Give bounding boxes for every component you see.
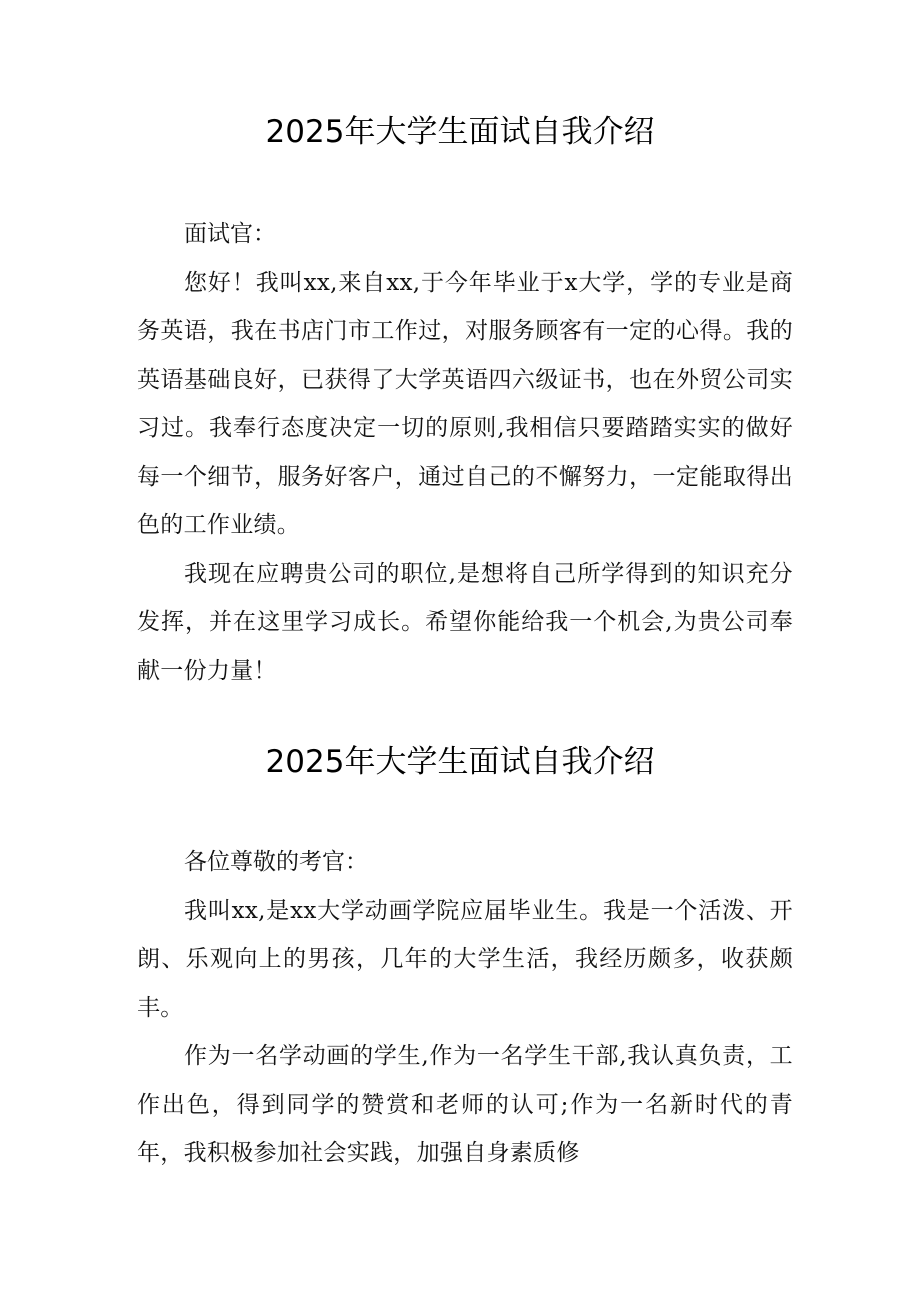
document-title: 2025年大学生面试自我介绍 <box>265 744 655 780</box>
body-paragraph: 您好！我叫xx,来自xx,于今年毕业于x大学，学的专业是商务英语，我在书店门市工作过，对服务顾客有一定的心得。我的英语基础良好，已获得了大学英语四六级证书，也在外贸公司实习过。我奉行态度决定一切的原则,我相信只要踏踏实实的做好每一个细节，服务好客户，通过自己的不懈努力，一定能取得出色的工作业绩。 <box>137 269 793 538</box>
salutation: 各位尊敬的考官： <box>184 849 368 875</box>
body-paragraph: 作为一名学动画的学生,作为一名学生干部,我认真负责，工作出色，得到同学的赞赏和老师的认可;作为一名新时代的青年，我积极参加社会实践，加强自身素质修 <box>137 1043 793 1166</box>
introduction-section-2 <box>137 838 793 1178</box>
document-title: 2025年大学生面试自我介绍 <box>265 114 655 150</box>
salutation: 面试官： <box>184 221 276 247</box>
body-paragraph: 我现在应聘贵公司的职位,是想将自己所学得到的知识充分发挥，并在这里学习成长。希望你能给我一个机会,为贵公司奉献一份力量！ <box>137 560 793 684</box>
body-paragraph: 我叫xx,是xx大学动画学院应届毕业生。我是一个活泼、开朗、乐观向上的男孩，几年的大学生活，我经历颇多，收获颇丰。 <box>137 897 793 1021</box>
introduction-section-1 <box>137 210 793 695</box>
